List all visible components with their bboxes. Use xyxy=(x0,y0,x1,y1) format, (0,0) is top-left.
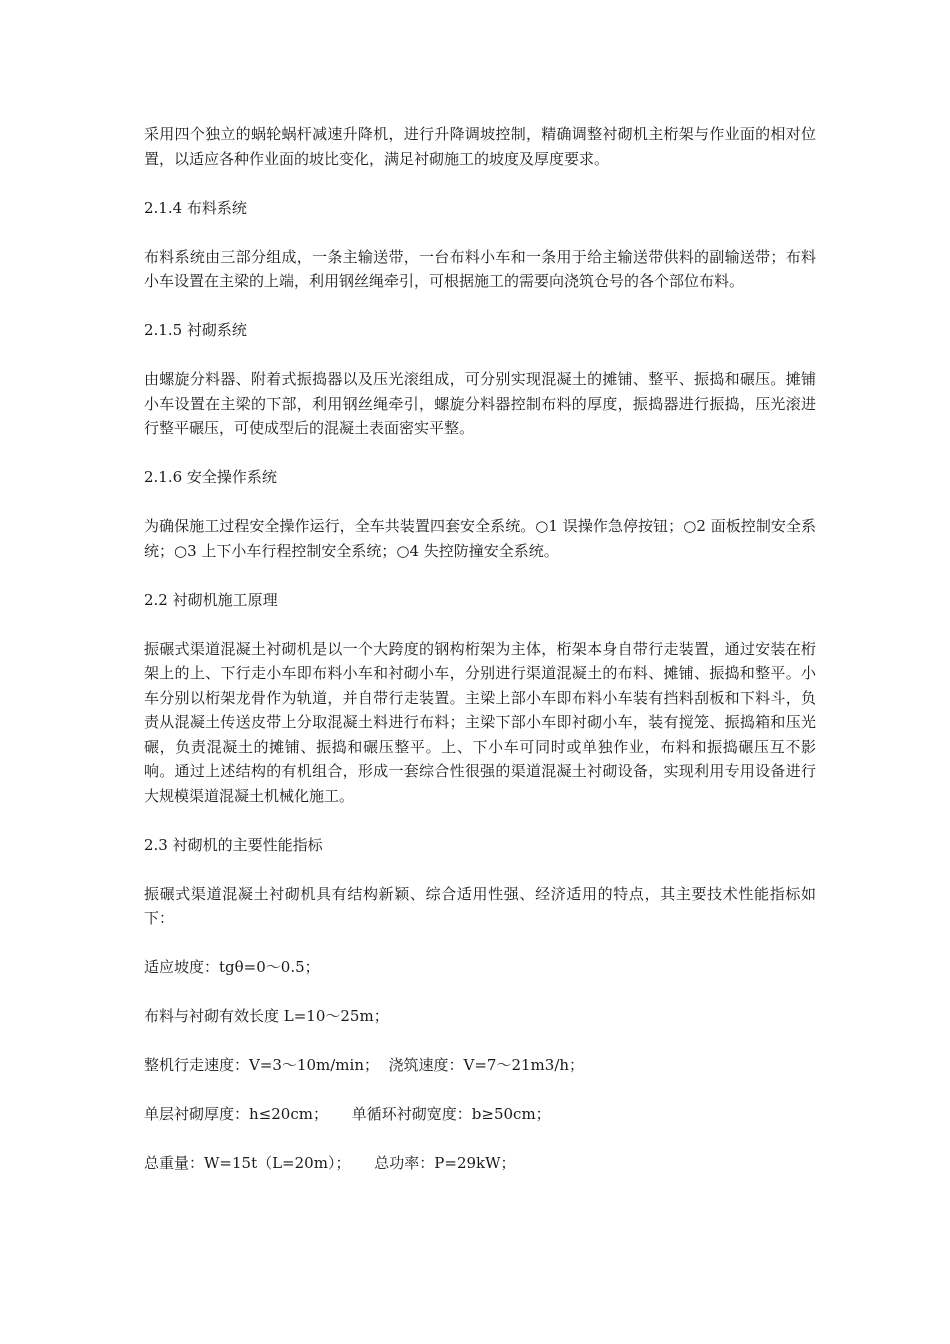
spec-slope: 适应坡度：tgθ=0～0.5； xyxy=(144,958,320,976)
performance-intro-paragraph: 振碾式渠道混凝土衬砌机具有结构新颖、综合适用性强、经济适用的特点，其主要技术性能指标如下： xyxy=(144,884,816,927)
heading-2-2: 2.2 衬砌机施工原理 xyxy=(144,590,278,609)
safety-system-paragraph: 为确保施工过程安全操作运行，全车共装置四套安全系统。○1 误操作急停按钮；○2 面板控制安全系统；○3 上下小车行程控制安全系统；○4 失控防撞安全系统。 xyxy=(144,517,816,560)
spec-effective-length: 布料与衬砌有效长度 L=10～25m； xyxy=(144,1007,389,1025)
principle-paragraph: 振碾式渠道混凝土衬砌机是以一个大跨度的钢构桁架为主体，桁架本身自带行走装置，通过安装在桁架上的上、下行走小车即布料小车和衬砌小车，分别进行渠道混凝土的布料、摊铺、振捣和整平。小车分别以桁架龙骨作为轨道，并自带行走装置。主梁上部小车即布料小车装有挡料刮板和下料斗，负责从混凝土传送皮带上分取混凝土料进行布料；主梁下部小车即衬砌小车，装有搅笼、振捣箱和压光碾，负责混凝土的摊铺、振捣和碾压整平。上、下小车可同时或单独作业，布料和振捣碾压互不影响。通过上述结构的有机组合，形成一套综合性很强的渠道混凝土衬砌设备，实现利用专用设备进行大规模渠道混凝土机械化施工。 xyxy=(144,639,816,805)
intro-paragraph: 采用四个独立的蜗轮蜗杆减速升降机，进行升降调坡控制，精确调整衬砌机主桁架与作业面的相对位置，以适应各种作业面的坡比变化，满足衬砌施工的坡度及厚度要求。 xyxy=(144,125,816,168)
document-body xyxy=(144,122,816,1176)
spec-weight-power: 总重量：W=15t（L=20m）； 总功率：P=29kW； xyxy=(144,1154,516,1172)
heading-2-1-6: 2.1.6 安全操作系统 xyxy=(144,468,277,486)
heading-2-1-4: 2.1.4 布料系统 xyxy=(144,198,247,217)
heading-2-3: 2.3 衬砌机的主要性能指标 xyxy=(144,835,323,854)
spec-thickness-width: 单层衬砌厚度：h≤20cm； 单循环衬砌宽度：b≥50cm； xyxy=(144,1105,551,1123)
spec-speed: 整机行走速度：V=3～10m/min； 浇筑速度：V=7～21m3/h； xyxy=(144,1056,585,1074)
lining-system-paragraph: 由螺旋分料器、附着式振捣器以及压光滚组成，可分别实现混凝土的摊铺、整平、振捣和碾压。摊铺小车设置在主梁的下部，利用钢丝绳牵引，螺旋分料器控制布料的厚度，振捣器进行振捣，压光滚进行整平碾压，可使成型后的混凝土表面密实平整。 xyxy=(144,370,816,437)
distribution-system-paragraph: 布料系统由三部分组成，一条主输送带，一台布料小车和一条用于给主输送带供料的副输送带；布料小车设置在主梁的上端，利用钢丝绳牵引，可根据施工的需要向浇筑仓号的各个部位布料。 xyxy=(144,247,816,290)
heading-2-1-5: 2.1.5 衬砌系统 xyxy=(144,321,247,339)
